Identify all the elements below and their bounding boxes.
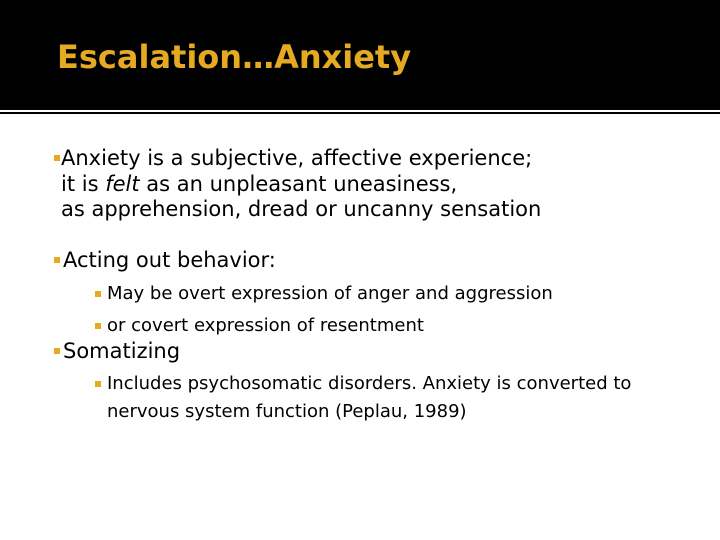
sub-bullet-overt: May be overt expression of anger and aggression (107, 283, 553, 304)
sub-bullet-square-icon (95, 291, 101, 297)
bullet-acting-out: Acting out behavior: (63, 248, 276, 272)
bullet-anxiety-line2-post: as an unpleasant uneasiness, (139, 172, 458, 196)
bullet-square-icon (54, 348, 60, 354)
bullet-anxiety-emphasis: felt (105, 172, 140, 196)
sub-bullet-square-icon (95, 323, 101, 329)
sub-bullet-covert: or covert expression of resentment (107, 315, 424, 336)
sub-bullet-psychosomatic-line1: Includes psychosomatic disorders. Anxiety is converted to (107, 373, 632, 394)
bullet-square-icon (54, 155, 60, 161)
sub-bullet-square-icon (95, 381, 101, 387)
bullet-square-icon (54, 257, 60, 263)
sub-bullet-psychosomatic-line2: nervous system function (Peplau, 1989) (107, 401, 467, 422)
bullet-anxiety-line3: as apprehension, dread or uncanny sensation (61, 197, 542, 221)
bullet-anxiety-line2 (61, 173, 457, 195)
slide-title: Escalation…Anxiety (57, 38, 412, 76)
bullet-somatizing: Somatizing (63, 339, 181, 363)
bullet-anxiety-line2-pre: it is (61, 172, 106, 196)
bullet-anxiety-line1: Anxiety is a subjective, affective experience; (61, 146, 533, 170)
